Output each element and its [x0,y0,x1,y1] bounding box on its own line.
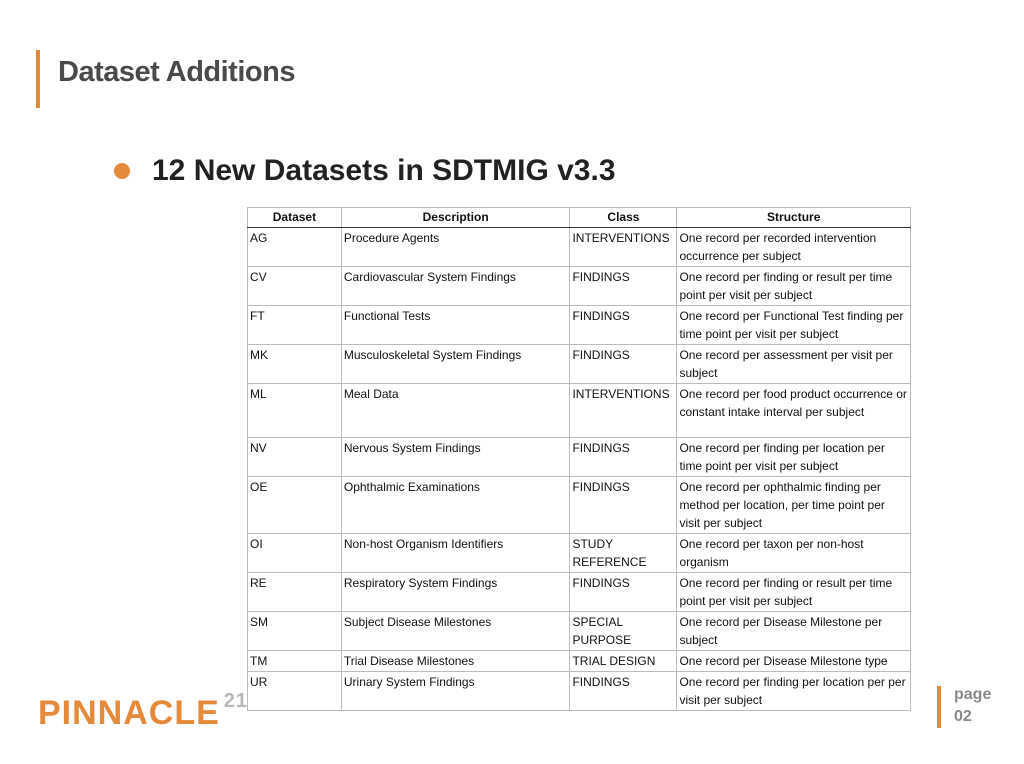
table-row [248,651,911,672]
cell-dataset: OE [248,477,342,534]
cell-class: FINDINGS [570,306,677,345]
table-header-row [248,208,911,228]
cell-dataset: SM [248,612,342,651]
datasets-table [247,207,911,711]
cell-structure: One record per finding per location per time point per visit per subject [677,438,911,477]
footer-accent-bar [937,686,941,728]
cell-description: Ophthalmic Examinations [341,477,570,534]
cell-description: Trial Disease Milestones [341,651,570,672]
cell-structure: One record per assessment per visit per subject [677,345,911,384]
cell-dataset: TM [248,651,342,672]
cell-structure: One record per Functional Test finding per time point per visit per subject [677,306,911,345]
cell-description: Respiratory System Findings [341,573,570,612]
cell-dataset: NV [248,438,342,477]
cell-description: Meal Data [341,384,570,438]
bullet-dot-icon [114,163,130,179]
cell-dataset: ML [248,384,342,438]
cell-description: Subject Disease Milestones [341,612,570,651]
page-number: 02 [954,708,972,725]
cell-description: Urinary System Findings [341,672,570,711]
cell-structure: One record per Disease Milestone per subject [677,612,911,651]
cell-structure: One record per taxon per non-host organism [677,534,911,573]
cell-description: Non-host Organism Identifiers [341,534,570,573]
cell-class: INTERVENTIONS [570,228,677,267]
cell-structure: One record per finding or result per time point per visit per subject [677,573,911,612]
cell-structure: One record per ophthalmic finding per method per location, per time point per visit per subject [677,477,911,534]
logo-superscript: 21 [223,690,249,712]
table-row [248,384,911,438]
page-word: page [954,686,992,703]
cell-description: Nervous System Findings [341,438,570,477]
cell-structure: One record per food product occurrence or constant intake interval per subject [677,384,911,438]
table-row [248,438,911,477]
cell-class: SPECIAL PURPOSE [570,612,677,651]
table-row [248,612,911,651]
cell-description: Functional Tests [341,306,570,345]
cell-class: FINDINGS [570,438,677,477]
table-row [248,672,911,711]
cell-dataset: FT [248,306,342,345]
table-row [248,345,911,384]
column-header-dataset: Dataset [248,208,342,228]
cell-structure: One record per finding per location per per visit per subject [677,672,911,711]
table-row [248,306,911,345]
table-row [248,477,911,534]
cell-dataset: UR [248,672,342,711]
cell-class: TRIAL DESIGN [570,651,677,672]
cell-class: STUDY REFERENCE [570,534,677,573]
page-indicator [954,684,991,728]
column-header-class: Class [570,208,677,228]
cell-dataset: AG [248,228,342,267]
table-row [248,573,911,612]
pinnacle21-logo [38,690,249,733]
cell-dataset: CV [248,267,342,306]
title-accent-bar [36,50,40,108]
cell-description: Cardiovascular System Findings [341,267,570,306]
bullet-item [114,154,616,188]
cell-dataset: RE [248,573,342,612]
cell-structure: One record per finding or result per time point per visit per subject [677,267,911,306]
table-row [248,228,911,267]
logo-text: PINNACLE [38,694,220,732]
cell-class: FINDINGS [570,573,677,612]
cell-dataset: OI [248,534,342,573]
table-row [248,534,911,573]
cell-class: FINDINGS [570,345,677,384]
cell-structure: One record per recorded intervention occurrence per subject [677,228,911,267]
cell-dataset: MK [248,345,342,384]
cell-class: FINDINGS [570,267,677,306]
page-title: Dataset Additions [58,56,295,88]
table-row [248,267,911,306]
column-header-structure: Structure [677,208,911,228]
cell-description: Musculoskeletal System Findings [341,345,570,384]
cell-class: FINDINGS [570,477,677,534]
cell-class: FINDINGS [570,672,677,711]
bullet-text: 12 New Datasets in SDTMIG v3.3 [152,154,616,187]
cell-structure: One record per Disease Milestone type [677,651,911,672]
column-header-description: Description [341,208,570,228]
cell-description: Procedure Agents [341,228,570,267]
cell-class: INTERVENTIONS [570,384,677,438]
